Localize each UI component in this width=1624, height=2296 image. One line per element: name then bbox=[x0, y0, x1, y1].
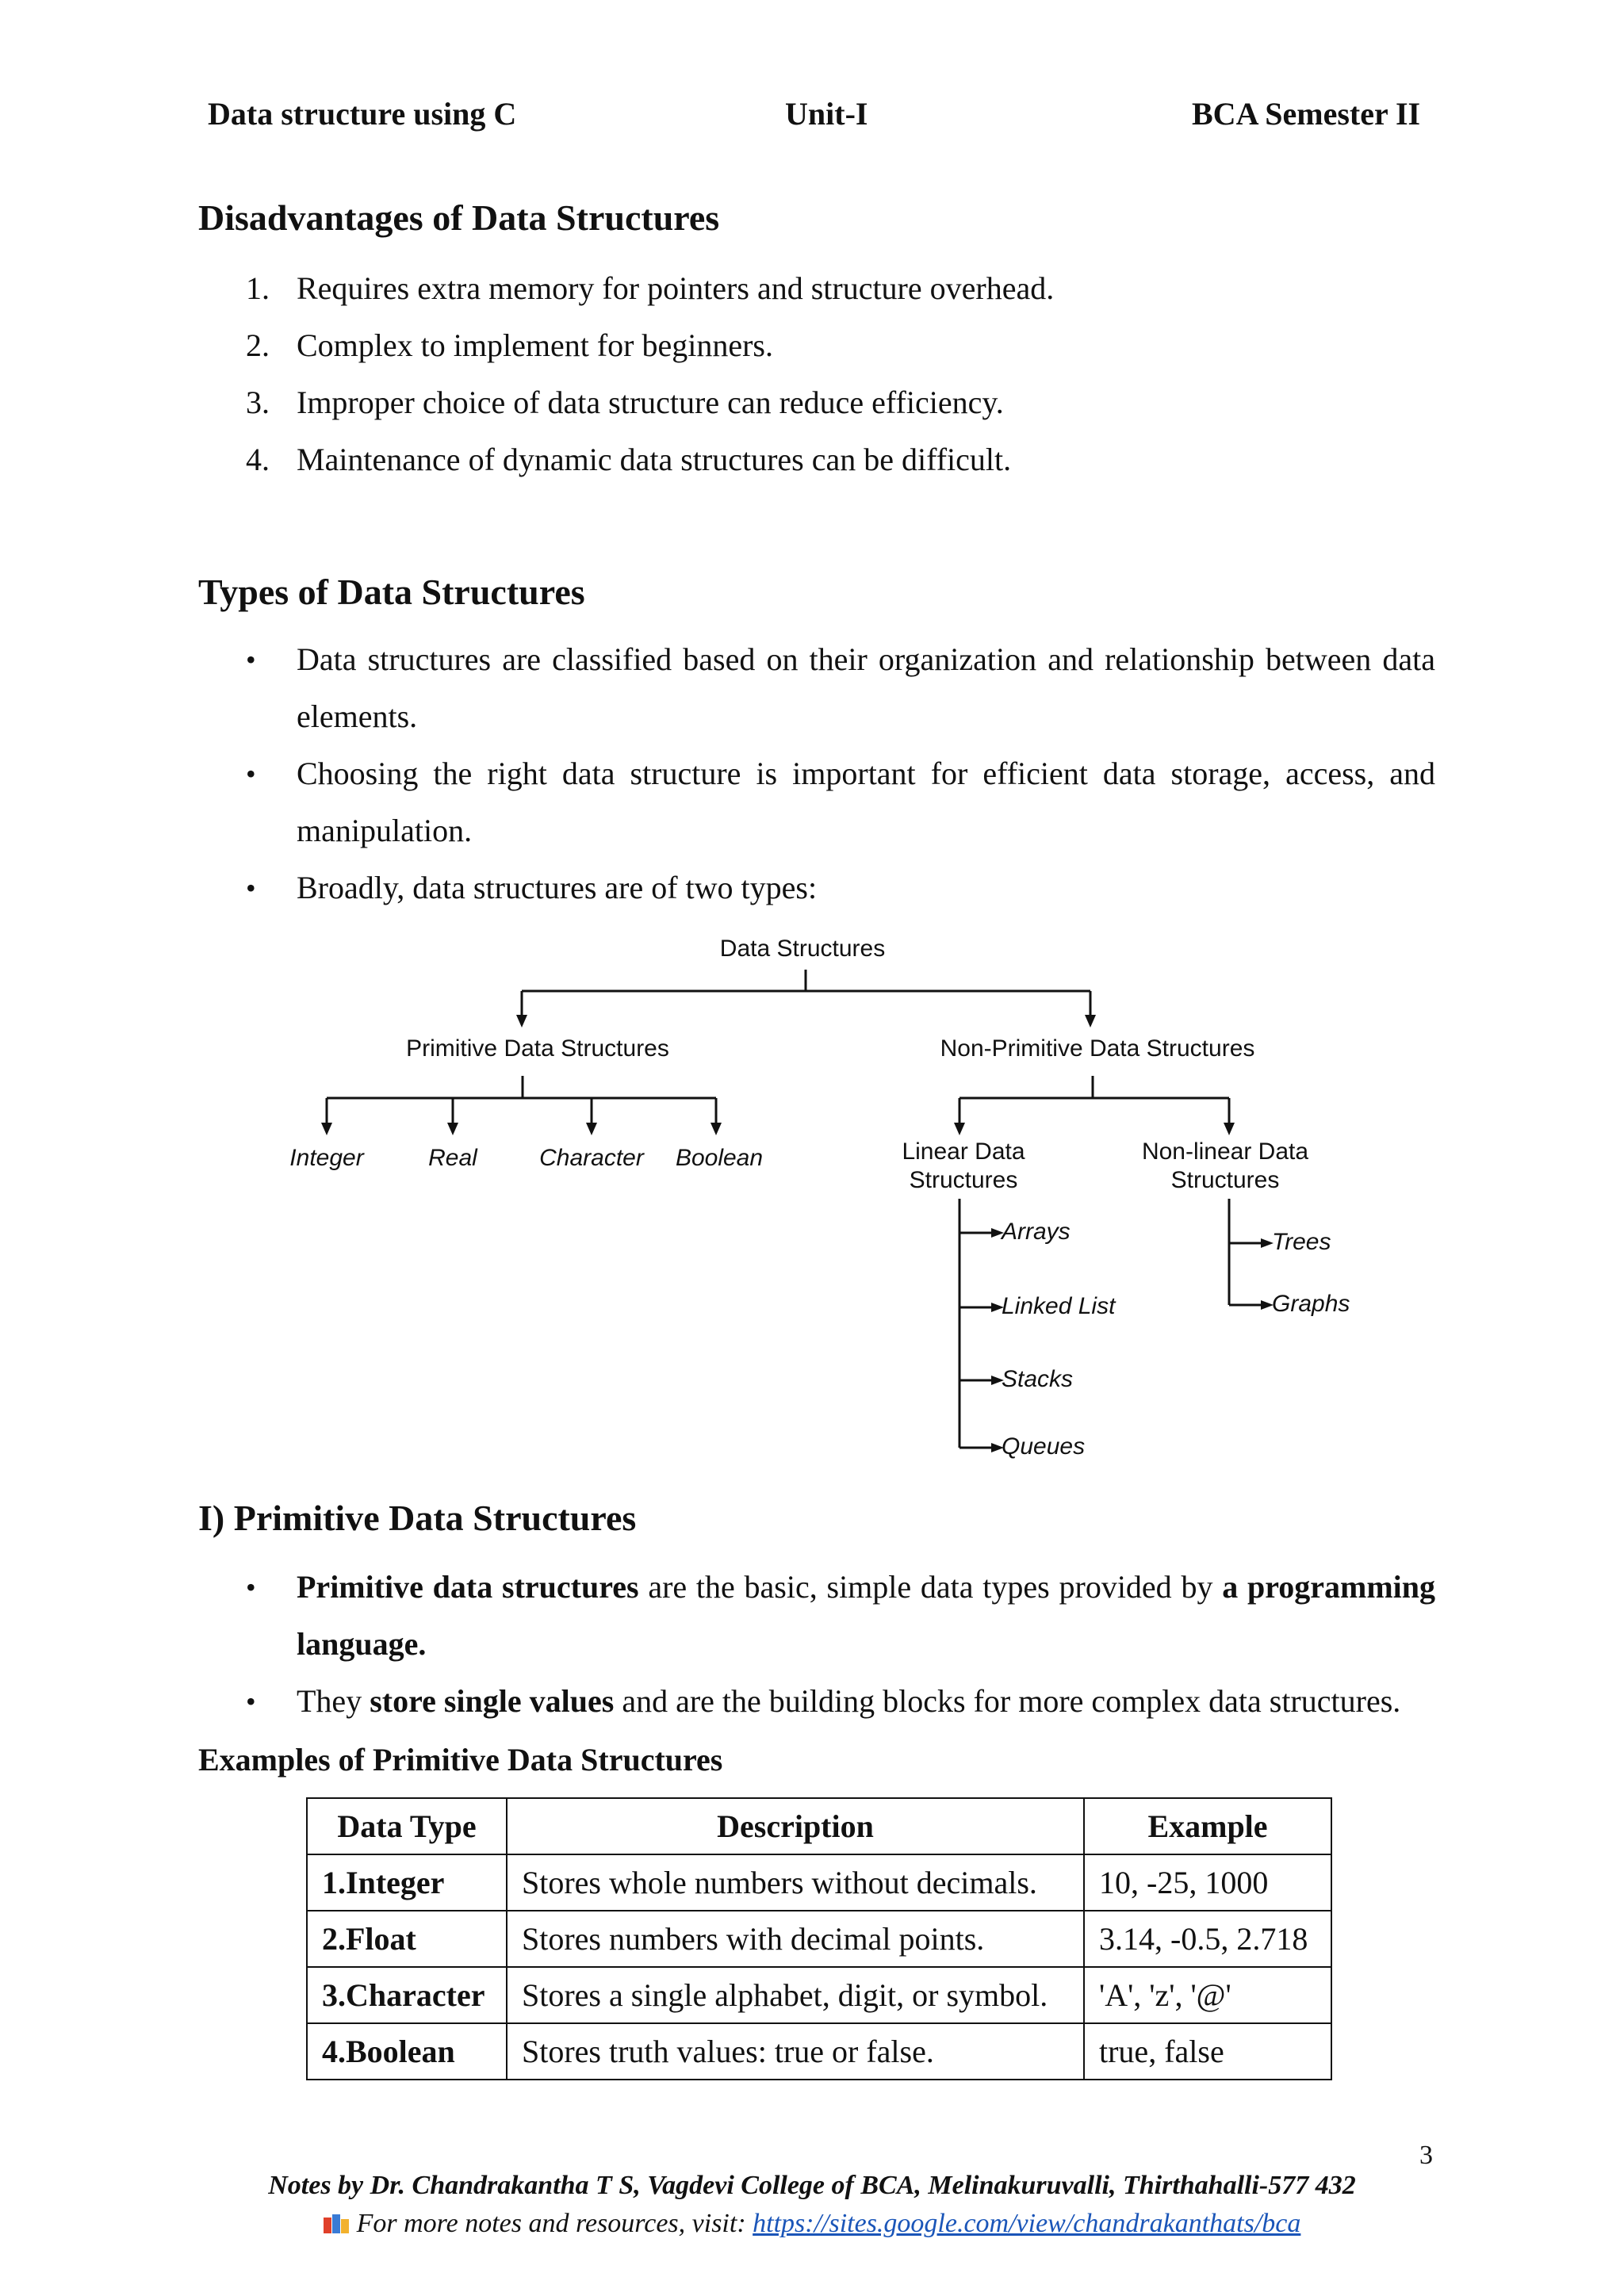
table-cell: Stores truth values: true or false. bbox=[507, 2023, 1084, 2080]
diagram-linear-label: Linear Data bbox=[902, 1138, 1025, 1165]
table-row bbox=[307, 1854, 1331, 1911]
table-cell: 2.Float bbox=[307, 1911, 507, 1967]
table-cell: 1.Integer bbox=[307, 1854, 507, 1911]
diagram-nonlinear-label: Non-linear Data bbox=[1141, 1138, 1309, 1165]
diagram-primitive-child: Boolean bbox=[675, 1145, 764, 1171]
list-item: • Primitive data structures are the basic, simple data types provided by a programming language. bbox=[246, 1559, 1435, 1673]
page-number: 3 bbox=[1419, 2141, 1433, 2170]
diagram-nonlinear-child: Graphs bbox=[1272, 1291, 1350, 1317]
diagram-linear-label: Structures bbox=[909, 1167, 1018, 1193]
diagram-nonlinear-child: Trees bbox=[1272, 1229, 1331, 1255]
list-item: • They store single values and are the building blocks for more complex data structures. bbox=[246, 1673, 1435, 1730]
footer-prefix: For more notes and resources, visit: bbox=[356, 2209, 753, 2238]
footer-resources bbox=[0, 2209, 1624, 2239]
table-cell: 4.Boolean bbox=[307, 2023, 507, 2080]
footer-credit: Notes by Dr. Chandrakantha T S, Vagdevi College of BCA, Melinakuruvalli, Thirthahalli-577 432 bbox=[268, 2171, 1356, 2200]
table-cell: 10, -25, 1000 bbox=[1084, 1854, 1331, 1911]
diagram-nonlinear-label: Structures bbox=[1170, 1167, 1280, 1193]
list-item: 1. Requires extra memory for pointers and structure overhead. bbox=[246, 270, 1055, 306]
table-cell: 3.14, -0.5, 2.718 bbox=[1084, 1911, 1331, 1967]
table-row bbox=[307, 1967, 1331, 2023]
diagram-linear-child: Stacks bbox=[1002, 1366, 1074, 1392]
disadvantages-heading: Disadvantages of Data Structures bbox=[198, 197, 720, 238]
diagram-linear-child: Linked List bbox=[1002, 1293, 1116, 1319]
table-row bbox=[307, 2023, 1331, 2080]
table-header: Data Type bbox=[307, 1798, 507, 1854]
list-item: • Broadly, data structures are of two types: bbox=[246, 859, 1435, 916]
examples-table bbox=[306, 1797, 1332, 2080]
primitive-bullets bbox=[246, 1559, 1435, 1730]
header-course: Data structure using C bbox=[208, 96, 517, 132]
diagram-nonprimitive-label: Non-Primitive Data Structures bbox=[940, 1035, 1255, 1062]
diagram-primitive-child: Real bbox=[428, 1145, 477, 1171]
header-unit: Unit-I bbox=[785, 96, 868, 132]
diagram-primitive-label: Primitive Data Structures bbox=[406, 1035, 669, 1062]
examples-heading: Examples of Primitive Data Structures bbox=[198, 1742, 723, 1777]
table-header: Example bbox=[1084, 1798, 1331, 1854]
header-semester: BCA Semester II bbox=[1192, 96, 1421, 132]
list-item: 2. Complex to implement for beginners. bbox=[246, 327, 773, 363]
list-item: • Choosing the right data structure is important for efficient data storage, access, and manipulation. bbox=[246, 745, 1435, 859]
resources-link[interactable]: https://sites.google.com/view/chandrakanthats/bca bbox=[753, 2209, 1301, 2238]
diagram-linear-child: Arrays bbox=[1002, 1219, 1071, 1245]
table-cell: Stores whole numbers without decimals. bbox=[507, 1854, 1084, 1911]
primitive-heading: I) Primitive Data Structures bbox=[198, 1498, 637, 1538]
table-cell: Stores numbers with decimal points. bbox=[507, 1911, 1084, 1967]
list-item: 4. Maintenance of dynamic data structures can be difficult. bbox=[246, 442, 1012, 477]
types-heading: Types of Data Structures bbox=[198, 572, 585, 612]
table-row bbox=[307, 1911, 1331, 1967]
table-header: Description bbox=[507, 1798, 1084, 1854]
table-cell: true, false bbox=[1084, 2023, 1331, 2080]
diagram-linear-child: Queues bbox=[1002, 1433, 1086, 1460]
table-header-row bbox=[307, 1798, 1331, 1854]
list-item: 3. Improper choice of data structure can reduce efficiency. bbox=[246, 385, 1004, 420]
diagram-primitive-child: Character bbox=[539, 1145, 644, 1171]
table-cell: 'A', 'z', '@' bbox=[1084, 1967, 1331, 2023]
diagram-primitive-child: Integer bbox=[289, 1145, 364, 1171]
diagram-root-label: Data Structures bbox=[719, 936, 886, 962]
table-cell: 3.Character bbox=[307, 1967, 507, 2023]
list-item: • Data structures are classified based on their organization and relationship between data elements. bbox=[246, 631, 1435, 745]
books-icon bbox=[324, 2213, 350, 2233]
table-cell: Stores a single alphabet, digit, or symbol. bbox=[507, 1967, 1084, 2023]
